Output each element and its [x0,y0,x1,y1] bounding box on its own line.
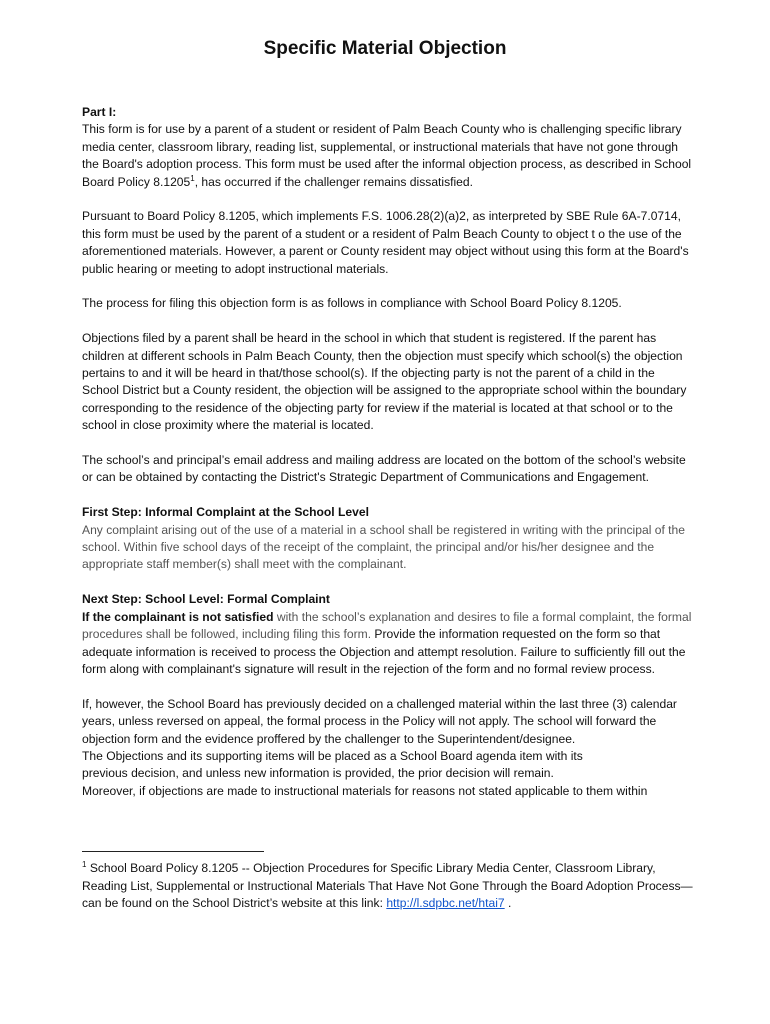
first-step-section [82,504,692,574]
footnote-marker: 1 [82,859,87,869]
contact-paragraph: The school’s and principal’s email address and mailing address are located on the bottom of the school’s website or can be obtained by contacting the District's Strategic Department of Communications and Engagement. [82,453,686,485]
pursuant-paragraph: Pursuant to Board Policy 8.1205, which implements F.S. 1006.28(2)(a)2, as interpreted by SBE Rule 6A-7.0714, this form must be used by the parent of a student or a resident of Palm Beach County to object t o the use of the aforementioned materials. However, a parent or County resident may object without using this form at the Board's public hearing or meeting to adopt instructional materials. [82,209,689,276]
next-step-heading: Next Step: School Level: Formal Complaint [82,592,330,607]
first-step-body: Any complaint arising out of the use of a material in a school shall be registered in writing with the principal of the school. Within five school days of the receipt of the complaint, the principal and/or his/her designee and the appropriate staff member(s) shall meet with the complainant. [82,522,685,572]
next-step-lead-rest: with the school’s explanation and desires to file a formal complaint, the formal procedures shall be followed, including filing this form. [82,609,692,642]
footnote-ref: 1 [190,173,195,183]
footnote-end: . [504,896,512,910]
next-step-body: Provide the information requested on the form so that adequate information is received to process the Objection and attempt resolution. Failure to sufficiently fill out the form along with complainant's signature will result in the rejection of the form and no formal review process. [82,627,686,676]
footnote-divider [82,851,264,852]
part1-heading: Part I: [82,105,117,119]
next-step-section [82,591,692,678]
agenda-line: The Objections and its supporting items will be placed as a School Board agenda item with its [82,748,583,763]
part1-text-end: , has occurred if the challenger remains dissatisfied. [194,174,473,189]
page-title: Specific Material Objection [263,38,507,59]
objections-paragraph: Objections filed by a parent shall be heard in the school in which that student is registered. If the parent has children at different schools in Palm Beach County, then the objection must specify which school(s) the objection pertains to and it will be heard in that/those school(s). If the objecting party is not the parent of a child in the School District but a County resident, the objection will be assigned to the appropriate school within the boundary corresponding to the residence of the objecting party for review if the material is located at that school or to the school in close proximity where the material is located. [82,331,687,433]
moreover-line: Moreover, if objections are made to instructional materials for reasons not stated applicable to them within [82,783,648,798]
prior-decision-paragraph [82,696,692,800]
next-step-lead: If the complainant is not satisfied [82,609,274,624]
process-paragraph: The process for filing this objection form is as follows in compliance with School Board Policy 8.1205. [82,296,622,311]
document-body [82,104,692,818]
prior-decision-text: If, however, the School Board has previously decided on a challenged material within the last three (3) calendar years, unless reversed on appeal, the formal process in the Policy will not apply. The school will forward the objection form and the evidence proffered by the challenger to the Superintendent/designee. [82,696,677,746]
previous-decision-line: previous decision, and unless new information is provided, the prior decision will remain. [82,766,554,781]
first-step-heading: First Step: Informal Complaint at the School Level [82,505,369,520]
policy-link[interactable]: http://l.sdpbc.net/htai7 [386,896,505,910]
part1-paragraph [82,104,692,191]
footnote-text: School Board Policy 8.1205 -- Objection Procedures for Specific Library Media Center, Classroom Library, Reading List, Supplemental or Instructional Materials That Have Not Gone Through the Board Adoption Process—can be found on the School District’s website at this link: [82,861,693,910]
footnote [82,860,697,913]
part1-text: This form is for use by a parent of a student or resident of Palm Beach County who is challenging specific library media center, classroom library, reading list, supplemental, or instructional materials that have not gone through the Board's adoption process. This form must be used after the informal objection process, as described in School Board Policy 8.1205 [82,122,692,189]
